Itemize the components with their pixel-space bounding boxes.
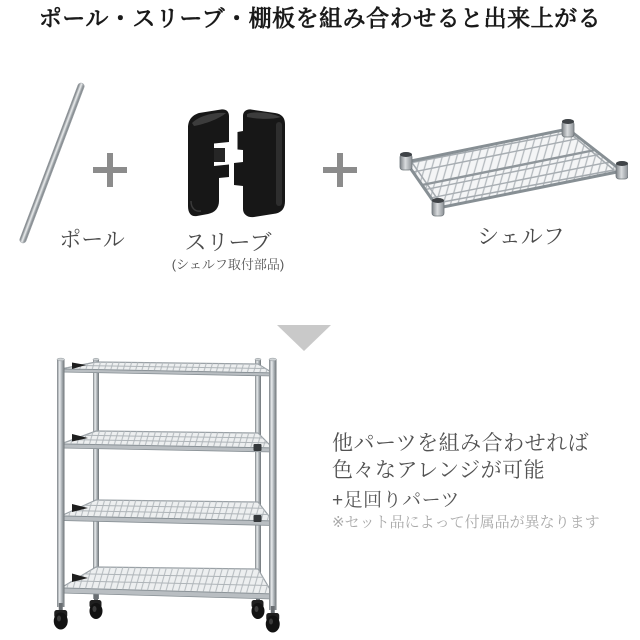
pole-label: ポール [59, 227, 125, 252]
result-text-block [332, 430, 622, 532]
plus-icon [90, 150, 130, 190]
result-note: ※セット品によって付属品が異なります [332, 514, 600, 531]
assembled-rack-image [50, 355, 290, 640]
page-title: ポール・スリーブ・棚板を組み合わせると出来上がる [38, 5, 602, 31]
result-headline-line2: 色々なアレンジが可能 [332, 459, 546, 482]
sleeve-label: スリーブ [184, 230, 272, 255]
caster-back-left [90, 593, 103, 619]
sleeve-sublabel: (シェルフ取付部品) [171, 257, 285, 272]
rack-shelf-1 [61, 362, 273, 376]
plus-icon [320, 150, 360, 190]
pole-image [19, 82, 85, 243]
result-addon-parts: +足回りパーツ [332, 490, 460, 511]
rack-shelf-3 [61, 500, 273, 526]
sleeve-label-group [156, 231, 300, 272]
down-triangle-icon [277, 325, 331, 351]
sleeve-image [183, 106, 289, 224]
shelf-image [392, 118, 628, 218]
rack-shelf-4 [61, 567, 273, 599]
shelf-label: シェルフ [477, 224, 565, 249]
caster-front-left [54, 603, 68, 630]
rack-shelf-2 [61, 431, 273, 452]
caster-front-right [266, 606, 280, 633]
result-headline-line1: 他パーツを組み合わせれば [332, 432, 590, 455]
